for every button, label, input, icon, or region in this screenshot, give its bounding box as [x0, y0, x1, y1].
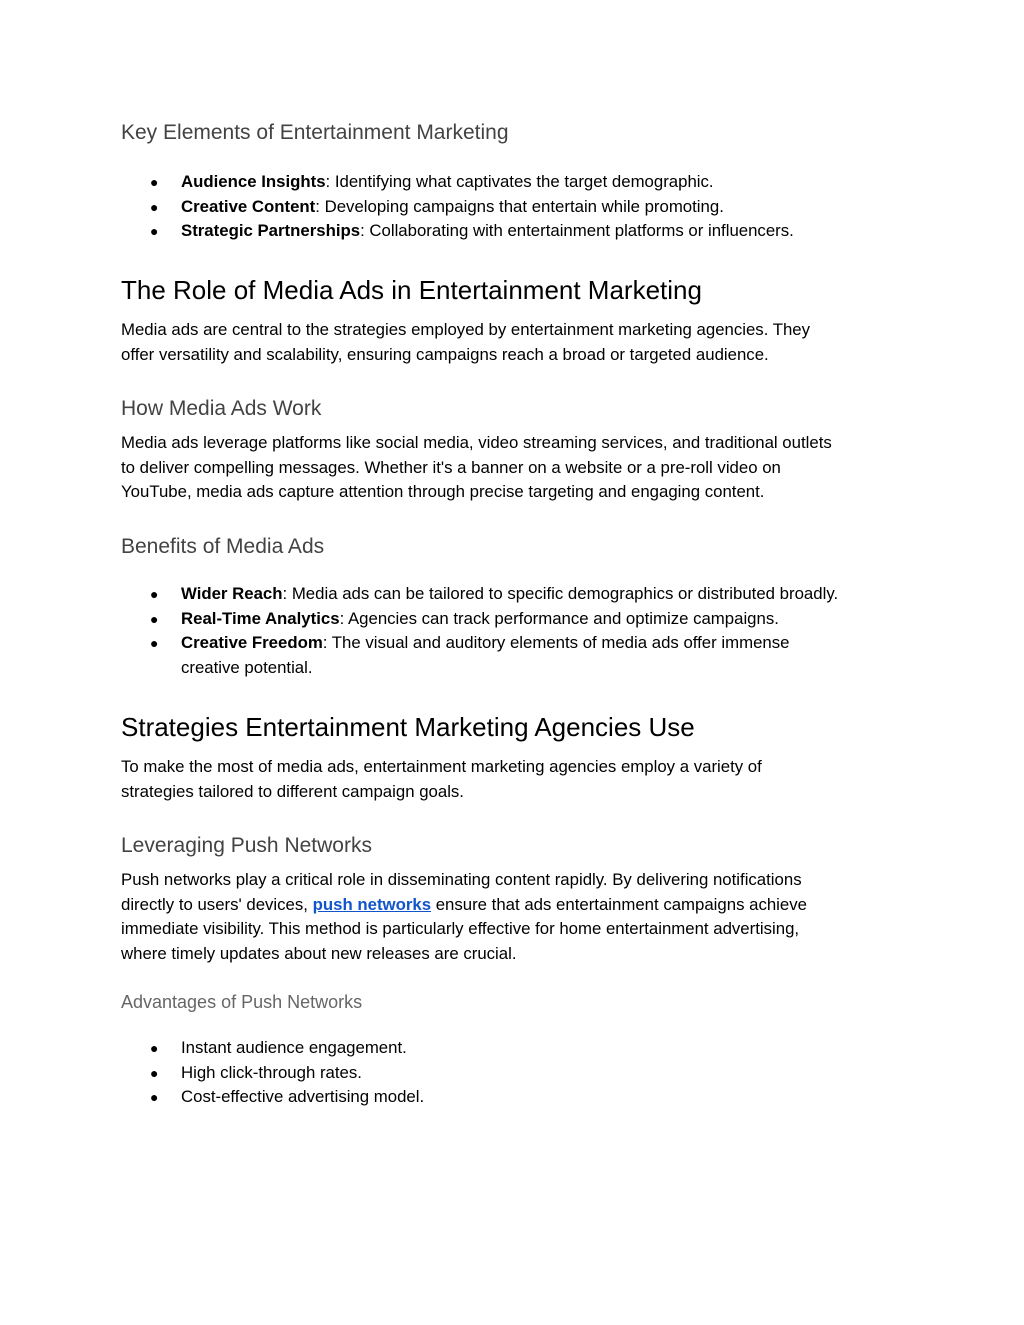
list-item-term: Real-Time Analytics [181, 608, 340, 628]
list-item-continuation: creative potential. [181, 657, 313, 677]
key-elements-list [121, 170, 911, 244]
list-item-text: : The visual and auditory elements of media ads offer immense [322, 633, 790, 652]
paragraph-line: Media ads leverage platforms like social media, video streaming services, and traditional outlets [121, 433, 832, 452]
list-item-text: Cost-effective advertising model. [181, 1087, 425, 1106]
list-item-text: : Media ads can be tailored to specific demographics or distributed broadly. [282, 584, 839, 603]
list-item-text: : Developing campaigns that entertain while promoting. [315, 196, 724, 216]
list-item-text: : Identifying what captivates the target demographic. [325, 172, 714, 191]
list-item-text: High click-through rates. [181, 1062, 362, 1082]
list-item [121, 219, 911, 244]
paragraph-line: to deliver compelling messages. Whether it's a banner on a website or a pre-roll video on [121, 457, 781, 477]
list-item-term: Strategic Partnerships [181, 221, 361, 240]
list-item-term: Creative Content [181, 196, 316, 216]
list-item-term: Wider Reach [181, 584, 283, 603]
heading-advantages: Advantages of Push Networks [121, 992, 363, 1012]
bullet-icon: ● [150, 1089, 159, 1105]
bullet-icon: ● [150, 610, 159, 627]
list-item [121, 582, 911, 607]
heading-push-networks: Leveraging Push Networks [121, 834, 372, 857]
benefits-list [121, 582, 911, 680]
paragraph-role-media-ads [121, 318, 911, 367]
list-item [121, 1085, 911, 1110]
paragraph-line: where timely updates about new releases are crucial. [121, 943, 517, 963]
list-item-text: : Collaborating with entertainment platforms or influencers. [360, 221, 794, 240]
bullet-icon: ● [150, 586, 159, 602]
paragraph-line: Media ads are central to the strategies employed by entertainment marketing agencies. They [121, 320, 811, 339]
paragraph-text: directly to users' devices, [121, 894, 313, 914]
list-item-term: Creative Freedom [181, 633, 323, 652]
paragraph-line: YouTube, media ads capture attention through precise targeting and engaging content. [121, 482, 765, 501]
list-item-term: Audience Insights [181, 172, 326, 191]
advantages-list [121, 1036, 911, 1110]
paragraph-line: immediate visibility. This method is particularly effective for home entertainment advertising, [121, 919, 800, 938]
paragraph-text: ensure that ads entertainment campaigns achieve [431, 894, 807, 914]
paragraph-push-networks [121, 868, 911, 966]
list-item [121, 195, 911, 220]
paragraph-line [121, 893, 911, 918]
paragraph-line: strategies tailored to different campaign goals. [121, 781, 464, 801]
paragraph-line: To make the most of media ads, entertainment marketing agencies employ a variety of [121, 757, 762, 776]
bullet-icon: ● [150, 198, 159, 215]
paragraph-line: Push networks play a critical role in disseminating content rapidly. By delivering notifications [121, 870, 802, 889]
paragraph-line: offer versatility and scalability, ensuring campaigns reach a broad or targeted audience. [121, 344, 769, 364]
bullet-icon: ● [150, 635, 159, 651]
list-item [121, 631, 911, 680]
list-item [121, 170, 911, 195]
list-item [121, 1061, 911, 1086]
heading-benefits: Benefits of Media Ads [121, 535, 325, 558]
heading-key-elements: Key Elements of Entertainment Marketing [121, 121, 509, 144]
push-networks-link[interactable]: push networks [312, 894, 432, 914]
bullet-icon: ● [150, 1040, 159, 1056]
list-item [121, 1036, 911, 1061]
bullet-icon: ● [150, 174, 159, 190]
list-item-text: Instant audience engagement. [181, 1038, 407, 1057]
heading-strategies: Strategies Entertainment Marketing Agencies Use [121, 712, 695, 742]
paragraph-strategies [121, 755, 911, 804]
bullet-icon: ● [150, 1064, 159, 1081]
heading-how-media-ads-work: How Media Ads Work [121, 397, 322, 420]
heading-role-media-ads: The Role of Media Ads in Entertainment Marketing [121, 275, 702, 305]
paragraph-how-media-ads-work [121, 431, 911, 505]
list-item-text: : Agencies can track performance and optimize campaigns. [339, 608, 779, 628]
bullet-icon: ● [150, 223, 159, 239]
list-item [121, 607, 911, 632]
